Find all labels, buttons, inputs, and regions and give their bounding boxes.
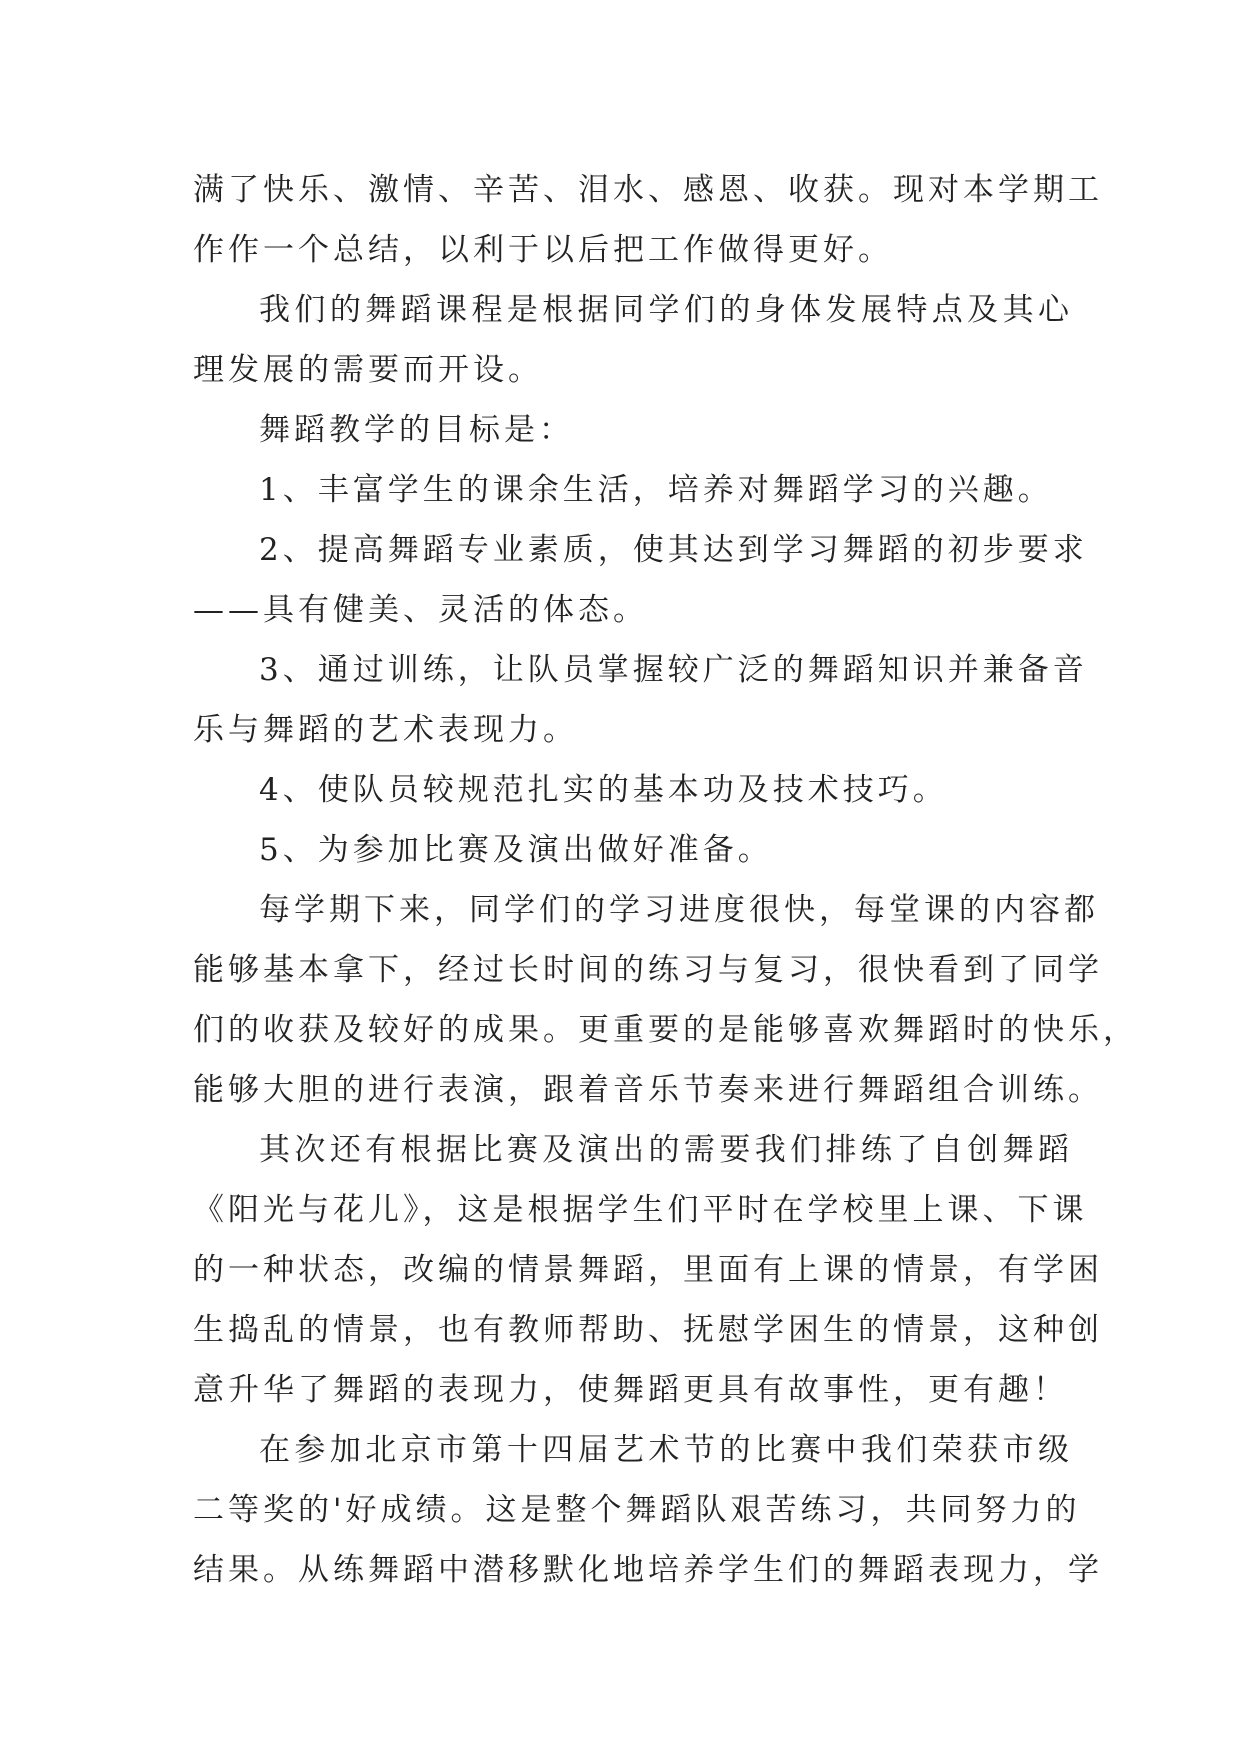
text-line: 的一种状态，改编的情景舞蹈，里面有上课的情景，有学困 [193, 1252, 1103, 1288]
document-body [193, 160, 1138, 1600]
text-line: 5、为参加比赛及演出做好准备。 [259, 832, 773, 868]
text-line: 满了快乐、激情、辛苦、泪水、感恩、收获。现对本学期工 [193, 172, 1103, 208]
text-line: 其次还有根据比赛及演出的需要我们排练了自创舞蹈 [259, 1132, 1073, 1168]
text-line: 理发展的需要而开设。 [193, 352, 543, 388]
text-line: 《阳光与花儿》，这是根据学生们平时在学校里上课、下课 [193, 1192, 1088, 1228]
text-line: 们的收获及较好的成果。更重要的是能够喜欢舞蹈时的快乐， [193, 1012, 1138, 1048]
text-line: 结果。从练舞蹈中潜移默化地培养学生们的舞蹈表现力，学 [193, 1552, 1103, 1588]
text-line: 能够大胆的进行表演，跟着音乐节奏来进行舞蹈组合训练。 [193, 1072, 1103, 1108]
text-line: 每学期下来，同学们的学习进度很快，每堂课的内容都 [259, 892, 1099, 928]
text-line: 4、使队员较规范扎实的基本功及技术技巧。 [259, 772, 948, 808]
text-line: 3、通过训练，让队员掌握较广泛的舞蹈知识并兼备音 [259, 652, 1088, 688]
text-line: 舞蹈教学的目标是： [259, 412, 574, 448]
text-line: 2、提高舞蹈专业素质，使其达到学习舞蹈的初步要求 [259, 532, 1088, 568]
text-line: 生捣乱的情景，也有教师帮助、抚慰学困生的情景，这种创 [193, 1312, 1103, 1348]
text-line: 作作一个总结，以利于以后把工作做得更好。 [193, 232, 893, 268]
text-line: 在参加北京市第十四届艺术节的比赛中我们荣获市级 [259, 1432, 1073, 1468]
text-line: 乐与舞蹈的艺术表现力。 [193, 712, 578, 748]
text-line: 二等奖的'好成绩。这是整个舞蹈队艰苦练习，共同努力的 [193, 1492, 1081, 1528]
text-line: 能够基本拿下，经过长时间的练习与复习，很快看到了同学 [193, 952, 1103, 988]
text-line: 意升华了舞蹈的表现力，使舞蹈更具有故事性，更有趣！ [193, 1372, 1068, 1408]
text-line: 我们的舞蹈课程是根据同学们的身体发展特点及其心 [259, 292, 1073, 328]
text-line: ——具有健美、灵活的体态。 [193, 592, 648, 628]
text-line: 1、丰富学生的课余生活，培养对舞蹈学习的兴趣。 [259, 472, 1053, 508]
